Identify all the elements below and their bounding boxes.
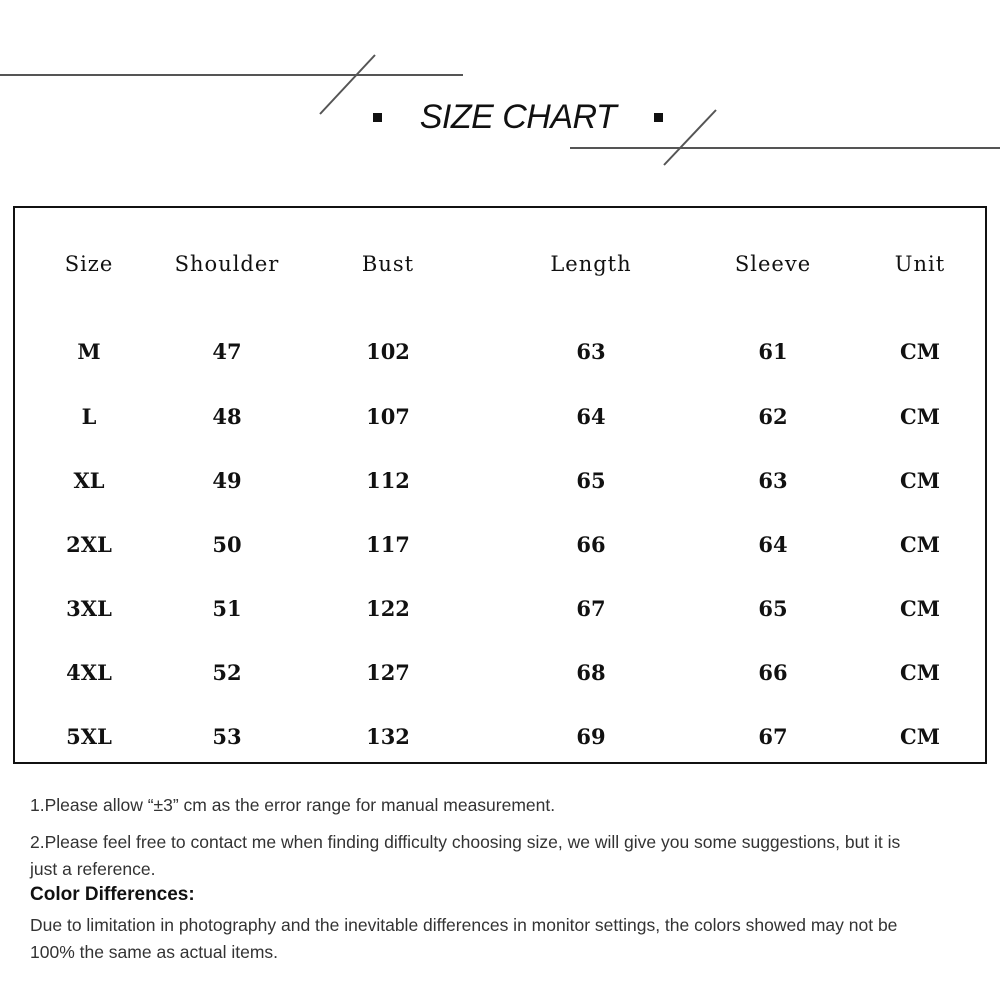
table-cell: 63 (576, 339, 606, 364)
table-cell: 64 (576, 404, 606, 429)
table-cell: CM (900, 660, 940, 685)
table-cell: 65 (758, 596, 788, 621)
color-differences-line-1: Due to limitation in photography and the inevitable differences in monitor settings, the colors showed may not be (30, 915, 898, 935)
color-differences-title: Color Differences: (30, 884, 195, 905)
table-cell: 132 (366, 724, 410, 749)
table-cell: 127 (366, 660, 410, 685)
table-cell: 67 (758, 724, 788, 749)
column-header-sleeve: Sleeve (734, 252, 812, 276)
table-cell: 66 (576, 532, 606, 557)
table-cell: 62 (758, 404, 788, 429)
bullet-square-icon (654, 113, 663, 122)
table-cell: 4XL (66, 660, 112, 685)
table-cell: 3XL (66, 596, 112, 621)
table-cell: 52 (212, 660, 242, 685)
table-cell: 65 (576, 468, 606, 493)
table-cell: 112 (366, 468, 410, 493)
note-error-range: 1.Please allow “±3” cm as the error range for manual measurement. (30, 795, 556, 815)
table-cell: M (77, 339, 101, 364)
table-cell: 68 (576, 660, 606, 685)
table-cell: 64 (758, 532, 788, 557)
note-contact-line-2: just a reference. (30, 859, 156, 879)
table-cell: 61 (758, 339, 788, 364)
color-differences-line-2: 100% the same as actual items. (30, 942, 279, 962)
table-cell: CM (900, 532, 940, 557)
table-cell: L (81, 404, 97, 429)
page-title-text: SIZE CHART (419, 97, 617, 136)
table-cell: CM (900, 339, 940, 364)
table-cell: XL (73, 468, 105, 493)
table-cell: CM (900, 468, 940, 493)
column-header-unit: Unit (894, 252, 946, 276)
table-cell: 67 (576, 596, 606, 621)
column-header-length: Length (550, 252, 632, 276)
size-table (13, 206, 987, 764)
table-cell: 117 (366, 532, 410, 557)
page-title (373, 92, 663, 142)
table-cell: CM (900, 404, 940, 429)
table-cell: 48 (212, 404, 242, 429)
table-cell: 47 (212, 339, 242, 364)
table-cell: CM (900, 724, 940, 749)
table-cell: 50 (212, 532, 242, 557)
table-cell: 49 (212, 468, 242, 493)
table-cell: CM (900, 596, 940, 621)
table-cell: 63 (758, 468, 788, 493)
bullet-square-icon (373, 113, 382, 122)
table-cell: 102 (366, 339, 410, 364)
decor-slash-left (320, 55, 375, 114)
table-cell: 66 (758, 660, 788, 685)
note-contact-line-1: 2.Please feel free to contact me when finding difficulty choosing size, we will give you some suggestions, but it is (30, 832, 901, 852)
table-cell: 122 (366, 596, 410, 621)
column-header-shoulder: Shoulder (174, 252, 280, 276)
table-cell: 5XL (66, 724, 112, 749)
table-cell: 51 (212, 596, 242, 621)
table-cell: 69 (576, 724, 606, 749)
decor-slash-right (664, 110, 716, 165)
table-cell: 2XL (66, 532, 112, 557)
column-header-size: Size (64, 252, 114, 276)
header (0, 0, 1000, 190)
table-cell: 107 (366, 404, 410, 429)
column-header-bust: Bust (361, 252, 415, 276)
table-cell: 53 (212, 724, 242, 749)
